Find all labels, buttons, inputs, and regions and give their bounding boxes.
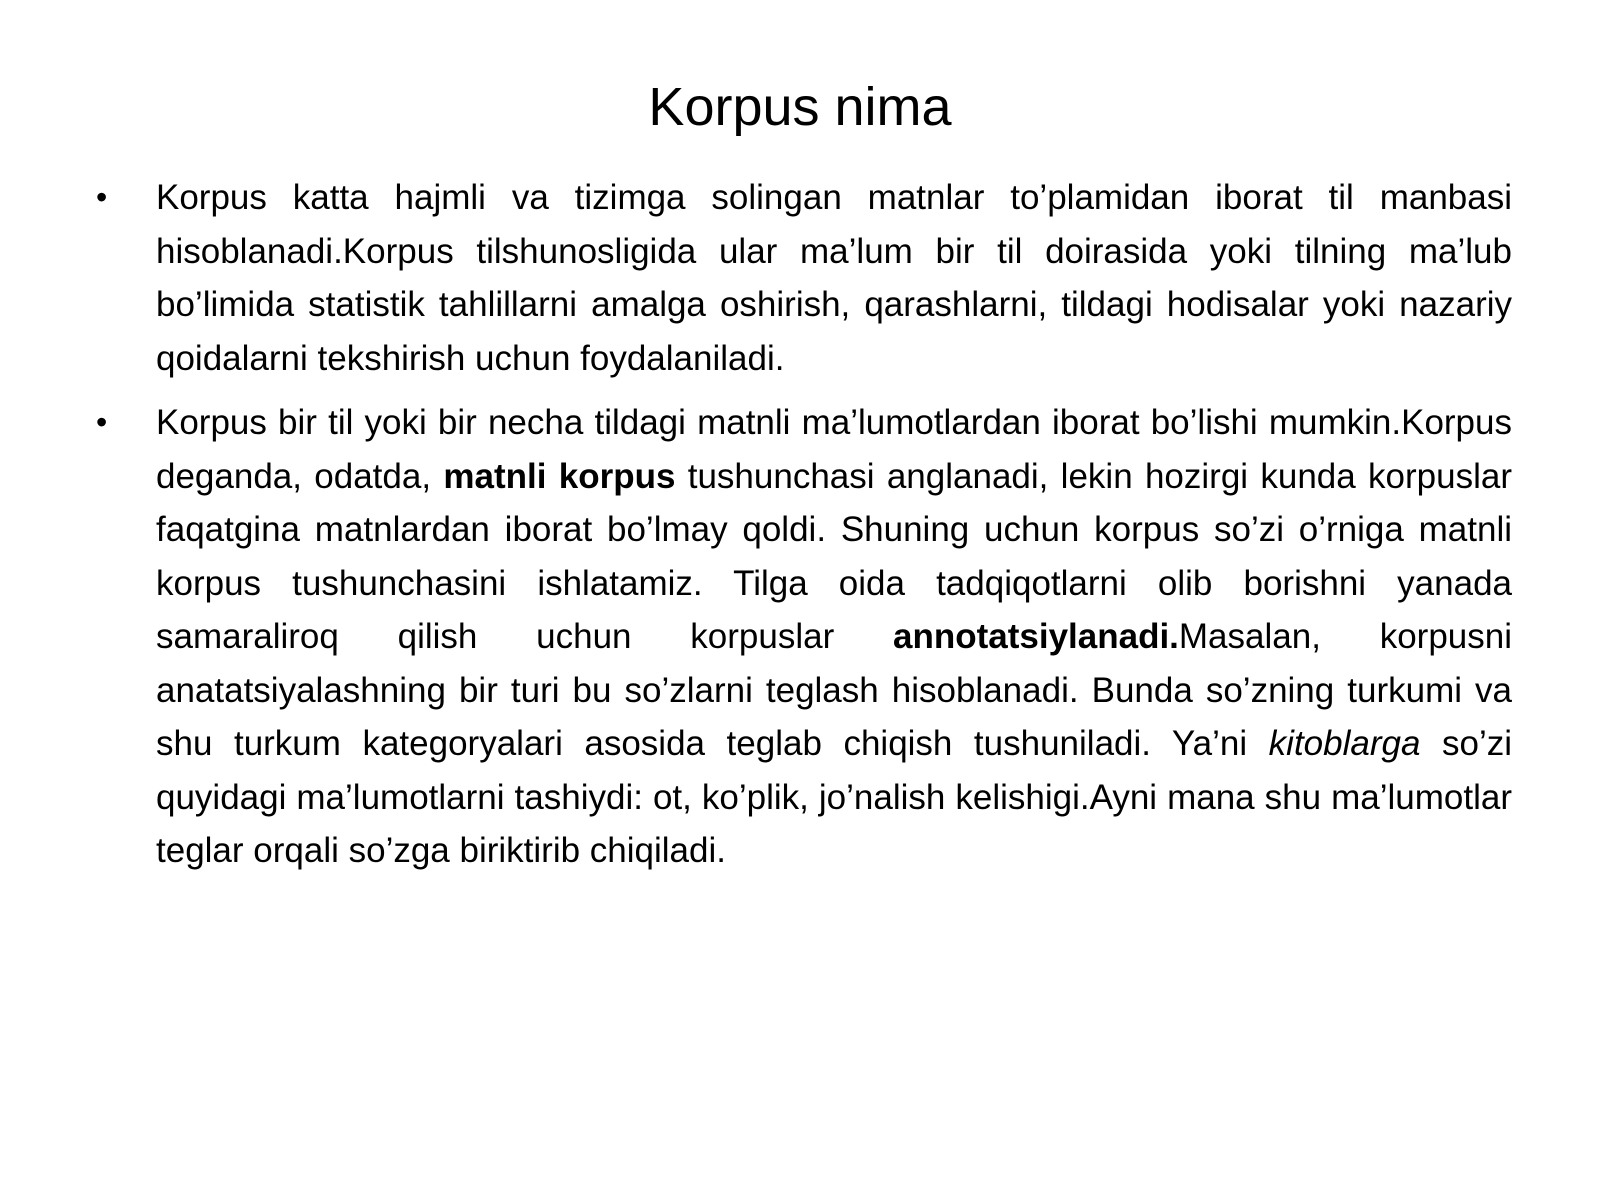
slide-title: Korpus nima: [648, 77, 952, 137]
bullet-2-italic-word: kitoblarga: [1268, 724, 1421, 763]
bullet-2-text-part-4: so’zi quyidagi ma’lumotlarni tashiydi: ot, ko’plik, jo’nalish kelishigi.Ayni mana shu ma’lumotlar teglar orqali so’zga biriktirib chiqiladi.: [156, 724, 1512, 870]
bullet-text-2: [156, 396, 1512, 878]
bullet-dot-icon: •: [96, 179, 108, 215]
bullet-item-2: [88, 396, 1512, 878]
bullet-2-text-part-1: Korpus bir til yoki bir necha tildagi matnli ma’lumotlardan iborat bo’lishi mumkin.Korpus deganda, odatda,: [156, 403, 1512, 496]
bullet-item-1: [88, 171, 1512, 385]
bullet-2-bold-term-1: matnli korpus: [443, 456, 676, 496]
bullet-dot-icon: •: [96, 404, 108, 440]
bullet-2-text-part-2: tushunchasi anglanadi, lekin hozirgi kunda korpuslar faqatgina matnlardan iborat bo’lmay qoldi. Shuning uchun korpus so’zi o’rniga matnli korpus tushunchasini ishlatamiz. Tilga oida tadqiqotlarni olib borishni yanada samaraliroq qilish uchun korpuslar: [156, 456, 1512, 656]
bullet-text-1: [156, 171, 1512, 385]
bullet-2-text-part-3: Masalan, korpusni anatatsiyalashning bir turi bu so’zlarni teglash hisoblanadi. Bunda so’zning turkumi va shu turkum kategoryalari asosida teglab chiqish tushuniladi. Ya’ni: [156, 617, 1512, 763]
bullet-2-bold-term-2: annotatsiylanadi.: [893, 617, 1179, 656]
bullet-list: [88, 171, 1512, 889]
bullet-1-text: Korpus katta hajmli va tizimga solingan matnlar to’plamidan iborat til manbasi hisoblanadi.Korpus tilshunosligida ular ma’lum bir til doirasida yoki tilning ma’lub bo’limida statistik tahlillarni amalga oshirish, qarashlarni, tildagi hodisalar yoki nazariy qoidalarni tekshirish uchun foydalaniladi.: [156, 178, 1512, 378]
